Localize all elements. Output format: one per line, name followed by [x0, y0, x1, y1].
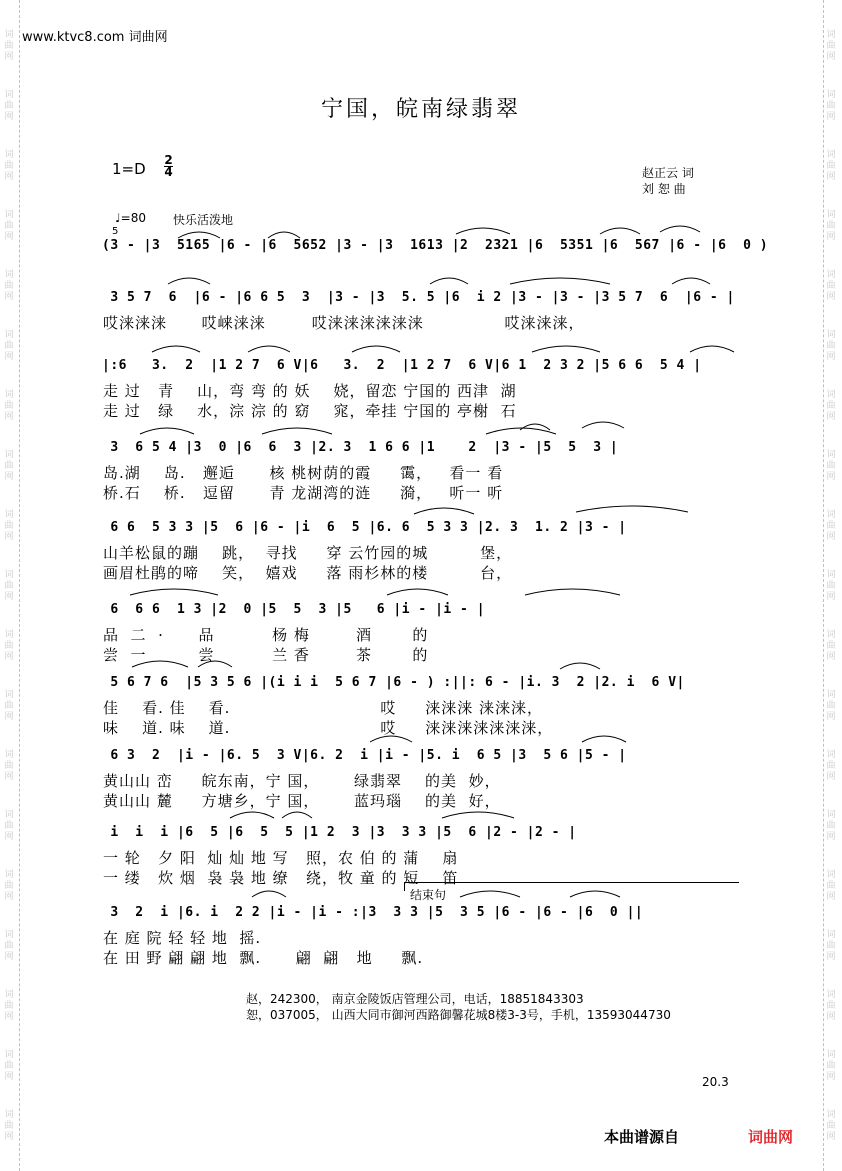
slur-mark	[456, 228, 510, 234]
lyric-line-3-2: 走 过 绿 水，淙 淙 的 窈 窕，牵挂 宁国的 亭榭 石	[103, 402, 517, 420]
footer-source: 本曲谱源自	[604, 1128, 680, 1146]
lyric-line-7-2: 味 道. 味 道. 哎 涞涞涞涞涞涞涞，	[103, 719, 554, 737]
watermark-vertical: 词曲网	[826, 630, 836, 662]
slur-mark	[486, 428, 556, 434]
watermark-vertical: 词曲网	[4, 90, 14, 122]
slur-mark	[252, 891, 286, 897]
slur-mark	[262, 428, 332, 434]
notation-line-8: 6 3 2 |i - |6. 5 3 V|6. 2 i |i - |5. i 6 5 |3 5 6 |5 - |	[102, 748, 627, 763]
slur-mark	[510, 278, 610, 284]
slur-mark	[282, 812, 312, 818]
watermark-vertical: 词曲网	[826, 450, 836, 482]
notation-line-9: i i i |6 5 |6 5 5 |1 2 3 |3 3 3 |5 6 |2 - |2 - |	[102, 825, 577, 840]
watermark-vertical: 词曲网	[826, 90, 836, 122]
lyric-line-10-2: 在 田 野 翩 翩 地 飘. 翩 翩 地 飘.	[103, 949, 424, 967]
watermark-vertical: 词曲网	[826, 390, 836, 422]
watermark-vertical: 词曲网	[826, 1110, 836, 1142]
slur-mark	[230, 812, 274, 818]
watermark-vertical: 词曲网	[826, 510, 836, 542]
watermark-vertical: 词曲网	[826, 270, 836, 302]
lyric-line-2-1: 哎涞涞涞 哎崃涞涞 哎涞涞涞涞涞涞 哎涞涞涞，	[103, 314, 585, 332]
lyric-line-4-2: 桥.石 桥. 逗留 青 龙湖湾的涟 漪， 听一 听	[103, 484, 504, 502]
watermark-vertical: 词曲网	[4, 30, 14, 62]
watermark-vertical: 词曲网	[826, 1050, 836, 1082]
watermark-vertical: 词曲网	[4, 690, 14, 722]
time-signature	[164, 155, 173, 178]
lyric-line-5-2: 画眉杜鹃的啼 笑， 嬉戏 落 雨杉林的楼 台，	[103, 564, 513, 582]
watermark-vertical: 词曲网	[4, 330, 14, 362]
notation-line-7: 5 6 7 6 |5 3 5 6 |(i i i 5 6 7 |6 - ) :||: 6 - |i. 3 2 |2. i 6 V|	[102, 675, 685, 690]
lyricist: 赵正云 词	[642, 166, 694, 180]
slur-mark	[352, 346, 400, 352]
slur-mark	[690, 346, 734, 352]
watermark-vertical: 词曲网	[4, 1110, 14, 1142]
watermark-vertical: 词曲网	[4, 450, 14, 482]
slur-mark	[248, 346, 290, 352]
left-dashed-rule	[19, 0, 20, 1171]
watermark-vertical: 词曲网	[826, 870, 836, 902]
lyric-line-4-1: 岛.湖 岛. 邂逅 核 桃树荫的霞 霭， 看一 看	[103, 464, 504, 482]
left-watermark-strip	[0, 0, 20, 1171]
watermark-vertical: 词曲网	[4, 630, 14, 662]
slur-mark	[672, 278, 710, 284]
watermark-vertical: 词曲网	[826, 570, 836, 602]
lyric-line-8-1: 黄山山 峦 皖东南，宁 国， 绿翡翠 的美 妙，	[103, 772, 501, 790]
contact-composer: 恕，037005， 山西大同市御河西路御馨花城8楼3-3号，手机，13593044730	[246, 1008, 671, 1022]
watermark-vertical: 词曲网	[4, 510, 14, 542]
tempo-mark: ♩=80	[115, 211, 146, 225]
watermark-vertical: 词曲网	[4, 210, 14, 242]
slur-mark	[152, 346, 200, 352]
watermark-vertical: 词曲网	[4, 270, 14, 302]
notation-line-6: 6 6 6 1 3 |2 0 |5 5 3 |5 6 |i - |i - |	[102, 602, 486, 617]
notation-line-1: (3 - |3 5165 |6 - |6 5652 |3 - |3 1613 |2 2321 |6 5351 |6 567 |6 - |6 0 )	[102, 238, 769, 253]
slur-mark	[532, 346, 600, 352]
notation-line-10: 3 2 i |6. i 2 2 |i - |i - :|3 3 3 |5 3 5 |6 - |6 - |6 0 ||	[102, 905, 644, 920]
slur-mark	[168, 278, 210, 284]
watermark-vertical: 词曲网	[4, 570, 14, 602]
key-signature: 1=D	[112, 160, 146, 178]
watermark-vertical: 词曲网	[4, 390, 14, 422]
slur-mark	[442, 812, 514, 818]
watermark-vertical: 词曲网	[826, 810, 836, 842]
slur-mark	[430, 278, 468, 284]
lyric-line-6-1: 品 二 · 品 杨 梅 酒 的	[103, 626, 429, 644]
watermark-vertical: 词曲网	[826, 990, 836, 1022]
notation-line-4: 3 6 5 4 |3 0 |6 6 3 |2. 3 1 6 6 |1 2 |3 - |5 5 3 |	[102, 440, 619, 455]
contact-lyricist: 赵，242300， 南京金陵饭店管理公司，电话，18851843303	[246, 992, 584, 1006]
watermark-vertical: 词曲网	[4, 990, 14, 1022]
slur-mark	[525, 589, 620, 595]
watermark-vertical: 词曲网	[826, 750, 836, 782]
lyric-line-5-1: 山羊松鼠的蹦 跳， 寻找 穿 云竹园的城 堡，	[103, 544, 513, 562]
credits	[642, 165, 694, 197]
composer: 刘 恕 曲	[642, 182, 686, 196]
slur-mark	[140, 428, 194, 434]
lyric-line-7-1: 佳 看. 佳 看. 哎 涞涞涞 涞涞涞，	[103, 699, 544, 717]
notation-line-5: 6 6 5 3 3 |5 6 |6 - |i 6 5 |6. 6 5 3 3 |2. 3 1. 2 |3 - |	[102, 520, 627, 535]
lyric-line-9-1: 一 轮 夕 阳 灿 灿 地 写 照，农 伯 的 蒲 扇	[103, 849, 459, 867]
site-url[interactable]	[22, 26, 168, 45]
slur-mark	[570, 891, 620, 897]
watermark-vertical: 词曲网	[826, 930, 836, 962]
slur-mark	[520, 424, 550, 430]
time-sig-top: 2	[164, 153, 173, 167]
watermark-vertical: 词曲网	[4, 930, 14, 962]
watermark-vertical: 词曲网	[4, 750, 14, 782]
lyric-line-3-1: 走 过 青 山，弯 弯 的 妖 娆，留恋 宁国的 西津 湖	[103, 382, 517, 400]
slur-mark	[414, 508, 474, 514]
notation-line-2: 3 5 7 6 |6 - |6 6 5 3 |3 - |3 5. 5 |6 i 2 |3 - |3 - |3 5 7 6 |6 - |	[102, 290, 735, 305]
slur-mark	[600, 228, 640, 234]
lyric-line-10-1: 在 庭 院 轻 轻 地 摇.	[103, 929, 262, 947]
intro-mark: 5	[112, 226, 119, 237]
site-name: 词曲网	[128, 30, 168, 45]
slur-mark	[387, 589, 448, 595]
slur-mark	[660, 226, 700, 232]
slur-mark	[460, 891, 520, 897]
site-url-text: www.ktvc8.com	[22, 30, 125, 45]
watermark-vertical: 词曲网	[4, 150, 14, 182]
footer-brand[interactable]: 词曲网	[748, 1128, 794, 1146]
watermark-vertical: 词曲网	[826, 690, 836, 722]
watermark-vertical: 词曲网	[4, 810, 14, 842]
watermark-vertical: 词曲网	[4, 1050, 14, 1082]
watermark-vertical: 词曲网	[826, 30, 836, 62]
page-number: 20.3	[702, 1075, 729, 1089]
song-title: 宁国，皖南绿翡翠	[320, 97, 521, 122]
lyric-line-9-2: 一 缕 炊 烟 袅 袅 地 缭 绕，牧 童 的 短 笛	[103, 869, 459, 887]
watermark-vertical: 词曲网	[826, 150, 836, 182]
mood-mark: 快乐活泼地	[173, 213, 234, 227]
watermark-vertical: 词曲网	[826, 210, 836, 242]
right-watermark-strip	[822, 0, 842, 1171]
slur-mark	[582, 422, 624, 428]
ending-label: 结束句	[410, 888, 447, 902]
watermark-vertical: 词曲网	[826, 330, 836, 362]
slur-mark	[130, 589, 218, 595]
time-sig-bottom: 4	[164, 165, 173, 179]
notation-line-3: |:6 3. 2 |1 2 7 6 V|6 3. 2 |1 2 7 6 V|6 1 2 3 2 |5 6 6 5 4 |	[102, 358, 702, 373]
watermark-vertical: 词曲网	[4, 870, 14, 902]
lyric-line-6-2: 尝 一 尝 兰 香 茶 的	[103, 646, 429, 664]
slur-mark	[576, 506, 688, 512]
lyric-line-8-2: 黄山山 麓 方塘乡，宁 国， 蓝玛瑙 的美 好，	[103, 792, 501, 810]
ending-bracket	[404, 882, 739, 891]
